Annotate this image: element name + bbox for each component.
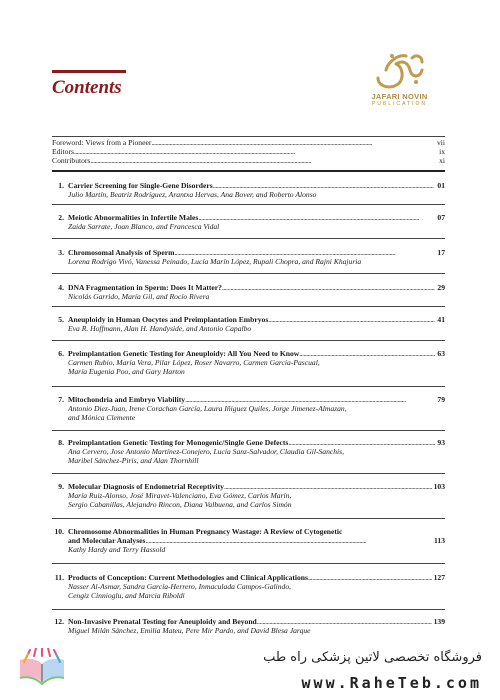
chapter-authors: Nicolás Garrido, María Gil, and Rocío Rivera <box>68 292 210 301</box>
chapter-number: 8. <box>58 438 64 447</box>
chapter-number: 6. <box>58 349 64 358</box>
chapter-title: Chromosome Abnormalities in Human Pregnancy Wastage: A Review of Cytogenetic <box>68 527 343 536</box>
store-name: فروشگاه تخصصی لاتین پزشکی راه طب <box>263 650 482 665</box>
leader-dots <box>74 148 437 156</box>
page-number: xi <box>439 156 445 165</box>
page-number: 79 <box>437 395 445 404</box>
divider <box>52 386 445 387</box>
chapter-authors: Cengiz Cinnioglu, and Marcia Riboldi <box>68 591 185 600</box>
logo-subtitle: PUBLICATION <box>372 101 427 107</box>
chapter-number: 7. <box>58 395 64 404</box>
page-number: 127 <box>433 573 445 582</box>
chapter-entry[interactable] <box>52 395 445 422</box>
open-book-icon <box>18 648 66 688</box>
chapter-title: Meiotic Abnormalities in Infertile Males <box>68 213 199 222</box>
divider <box>52 238 445 239</box>
chapter-title: Chromosomal Analysis of Sperm <box>68 248 175 257</box>
chapter-authors: Nasser Al-Asmar, Sandra García-Herrero, Inmaculada Campos-Galindo, <box>68 582 292 591</box>
divider <box>52 518 445 519</box>
chapter-title: Aneuploidy in Human Oocytes and Preimplantation Embryos <box>68 315 269 324</box>
chapter-authors: Antonio Diez-Juan, Irene Corachan García, Laura Iñiguez Quiles, Jorge Jimenez-Almazan, <box>68 404 347 413</box>
divider-top <box>52 136 445 137</box>
page-number: 29 <box>437 283 445 292</box>
chapter-authors: Sergio Cabanillas, Alejandro Rincon, Diana Valbuena, and Carlos Simón <box>68 500 292 509</box>
page-number: 139 <box>433 617 445 626</box>
divider <box>52 340 445 341</box>
leader-dots <box>299 349 435 358</box>
leader-dots <box>146 536 433 545</box>
divider <box>52 273 445 274</box>
page-number: 01 <box>437 181 445 190</box>
chapter-entry[interactable] <box>52 482 445 509</box>
leader-dots <box>222 283 435 292</box>
front-matter-label: Foreword: Views from a Pioneer <box>52 138 152 147</box>
chapter-number: 12. <box>54 617 64 626</box>
chapter-number: 4. <box>58 283 64 292</box>
title-rule <box>52 70 126 73</box>
front-matter-item[interactable] <box>52 148 445 156</box>
chapter-entry[interactable] <box>52 283 445 301</box>
divider <box>52 430 445 431</box>
chapter-authors: María Ruiz-Alonso, José Miravet-Valenciano, Eva Gómez, Carlos Marín, <box>68 491 292 500</box>
divider <box>52 204 445 205</box>
divider-thick <box>52 170 445 172</box>
chapter-number: 1. <box>58 181 64 190</box>
chapter-entry[interactable] <box>52 181 445 199</box>
leader-dots <box>224 482 432 491</box>
calligraphy-logo-icon <box>372 48 428 92</box>
page-number: vii <box>436 138 445 147</box>
front-matter-item[interactable] <box>52 139 445 147</box>
chapter-number: 10. <box>54 527 64 536</box>
store-url[interactable]: www.RaheTeb.com <box>301 674 482 692</box>
chapter-authors: María Eugenia Poo, and Gary Harton <box>68 367 185 376</box>
logo-name: JAFARI NOVIN <box>371 92 428 101</box>
chapter-entry[interactable] <box>52 573 445 600</box>
leader-dots <box>213 181 436 190</box>
leader-dots <box>151 139 435 147</box>
chapter-number: 3. <box>58 248 64 257</box>
page-title: Contents <box>52 77 122 98</box>
chapter-title: Preimplantation Genetic Testing for Monogenic/Single Gene Defects <box>68 438 289 447</box>
front-matter-item[interactable] <box>52 157 445 165</box>
chapter-title: Molecular Diagnosis of Endometrial Receptivity <box>68 482 224 491</box>
chapter-entry[interactable] <box>52 349 445 376</box>
chapter-authors: and Mónica Clemente <box>68 413 136 422</box>
leader-dots <box>198 213 435 222</box>
page-number: 63 <box>437 349 445 358</box>
store-banner <box>0 638 500 700</box>
leader-dots <box>288 438 435 447</box>
divider <box>52 473 445 474</box>
front-matter-label: Contributors <box>52 156 91 165</box>
leader-dots <box>185 395 435 404</box>
chapter-title: Carrier Screening for Single-Gene Disorders <box>68 181 213 190</box>
page-number: 103 <box>433 482 445 491</box>
chapter-authors: Zaida Sarrate, Joan Blanco, and Francesca Vidal <box>68 222 220 231</box>
chapter-title: Preimplantation Genetic Testing for Aneuploidy: All You Need to Know <box>68 349 300 358</box>
page-number: 113 <box>434 536 445 545</box>
page-number: 93 <box>437 438 445 447</box>
divider <box>52 609 445 610</box>
leader-dots <box>268 315 435 324</box>
chapter-number: 11. <box>54 573 64 582</box>
chapter-entry[interactable] <box>52 617 445 635</box>
page-number: ix <box>439 147 445 156</box>
leader-dots <box>308 573 432 582</box>
chapter-title-continued: and Molecular Analyses <box>68 536 146 545</box>
chapter-title: Mitochondria and Embryo Viability <box>68 395 186 404</box>
chapter-entry[interactable] <box>52 213 445 231</box>
chapter-number: 5. <box>58 315 64 324</box>
page-number: 07 <box>437 213 445 222</box>
chapter-entry[interactable] <box>52 527 445 554</box>
chapter-title: DNA Fragmentation in Sperm: Does It Matter? <box>68 283 222 292</box>
divider <box>52 306 445 307</box>
publisher-logo <box>352 48 447 120</box>
chapter-authors: Julio Martín, Beatriz Rodríguez, Arantxa Hervas, Ana Bover, and Roberto Alonso <box>68 190 317 199</box>
leader-dots <box>257 617 432 626</box>
chapter-authors: Ana Cervero, Jose Antonio Martínez-Conejero, Lucía Sanz-Salvador, Claudia Gil-Sanchis, <box>68 447 345 456</box>
chapter-authors: Eva R. Hoffmann, Alan H. Handyside, and Antonio Capalbo <box>68 324 252 333</box>
chapter-entry[interactable] <box>52 248 445 266</box>
chapter-entry[interactable] <box>52 315 445 333</box>
chapter-number: 9. <box>58 482 64 491</box>
chapter-authors: Carmen Rubio, María Vera, Pilar López, Roser Navarro, Carmen García-Pascual, <box>68 358 320 367</box>
page-number: 17 <box>437 248 445 257</box>
chapter-authors: Miguel Milán Sánchez, Emilia Mateu, Pere Mir Pardo, and David Blesa Jarque <box>68 626 311 635</box>
front-matter-label: Editors <box>52 147 74 156</box>
leader-dots <box>174 248 435 257</box>
chapter-number: 2. <box>58 213 64 222</box>
chapter-entry[interactable] <box>52 438 445 465</box>
chapter-authors: Kathy Hardy and Terry Hassold <box>68 545 166 554</box>
divider <box>52 563 445 564</box>
chapter-authors: Maribel Sánchez-Piris, and Alan Thornhill <box>68 456 199 465</box>
chapter-title: Non-Invasive Prenatal Testing for Aneuploidy and Beyond <box>68 617 257 626</box>
chapter-title: Products of Conception: Current Methodologies and Clinical Applications <box>68 573 308 582</box>
chapter-authors: Lorena Rodrigo Vivó, Vanessa Peinado, Lucía Marín López, Rupali Chopra, and Rajni Khajuria <box>68 257 362 266</box>
page-number: 41 <box>437 315 445 324</box>
leader-dots <box>90 157 437 165</box>
